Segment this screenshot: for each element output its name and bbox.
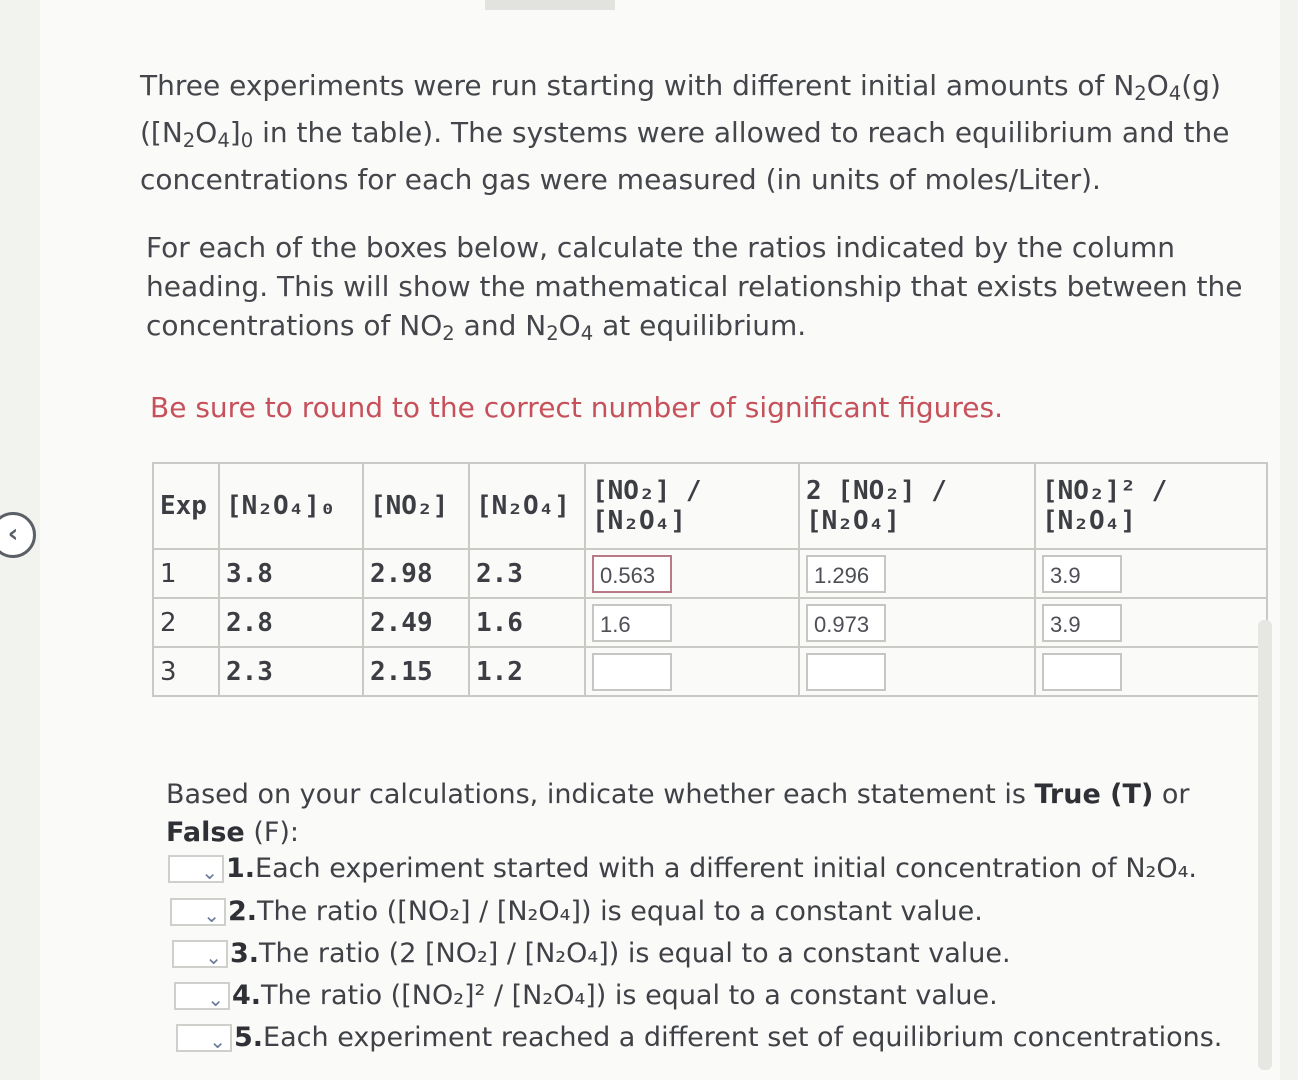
cell-exp: 2 (153, 598, 219, 647)
cell-n2o4: 1.2 (469, 647, 585, 696)
question-page (40, 0, 1280, 1080)
cell-ratio-3 (1035, 549, 1267, 598)
statement-text: The ratio (2 [NO₂] / [N₂O₄]) is equal to a constant value. (259, 938, 1011, 969)
cell-ratio-2 (799, 549, 1035, 598)
answer-input-ratio1-row3[interactable] (592, 653, 672, 691)
statement-number: 1. (226, 853, 256, 884)
tf-dropdown-3[interactable] (172, 940, 228, 968)
cell-initial-n2o4: 2.3 (219, 647, 363, 696)
statement-number: 2. (228, 896, 258, 927)
statement-4 (174, 977, 998, 1015)
statement-number: 4. (232, 980, 262, 1011)
chevron-down-icon: ⌄ (203, 903, 220, 927)
cell-exp: 1 (153, 549, 219, 598)
header-ratio-3: [NO₂]² / [N₂O₄] (1035, 463, 1267, 549)
header-exp: Exp (153, 463, 219, 549)
sig-fig-warning: Be sure to round to the correct number of significant figures. (150, 391, 1004, 424)
answer-input-ratio1-row2[interactable]: 1.6 (592, 604, 672, 642)
scrollbar[interactable] (1258, 620, 1272, 1070)
table-row (153, 549, 1267, 598)
statement-number: 5. (234, 1022, 264, 1053)
cell-no2: 2.98 (363, 549, 469, 598)
cell-n2o4: 2.3 (469, 549, 585, 598)
statement-5 (176, 1019, 1222, 1057)
intro-paragraph-2: For each of the boxes below, calculate the ratios indicated by the column heading. This will show the mathematical relationship that exists between the concentrations of $NO_2$ and $N_2O_4$ at equilibrium. (146, 231, 1243, 345)
tf-dropdown-5[interactable] (176, 1024, 232, 1052)
statement-text: The ratio ([NO₂]² / [N₂O₄]) is equal to a constant value. (261, 980, 998, 1011)
chevron-down-icon: ⌄ (209, 1029, 226, 1053)
answer-input-ratio3-row1[interactable]: 3.9 (1042, 555, 1122, 593)
cell-ratio-1 (585, 549, 799, 598)
cell-ratio-2 (799, 598, 1035, 647)
statement-number: 3. (230, 938, 260, 969)
true-false-instructions: Based on your calculations, indicate whether each statement is True (T) or False (F): (166, 779, 1190, 848)
cell-n2o4: 1.6 (469, 598, 585, 647)
cell-ratio-1 (585, 598, 799, 647)
header-n2o4: [N₂O₄] (469, 463, 585, 549)
cell-exp: 3 (153, 647, 219, 696)
header-ratio-1: [NO₂] / [N₂O₄] (585, 463, 799, 549)
cell-ratio-3 (1035, 598, 1267, 647)
answer-input-ratio1-row1[interactable]: 0.563 (592, 555, 672, 593)
tf-dropdown-1[interactable] (168, 855, 224, 883)
cell-initial-n2o4: 3.8 (219, 549, 363, 598)
answer-input-ratio2-row1[interactable]: 1.296 (806, 555, 886, 593)
answer-input-ratio2-row2[interactable]: 0.973 (806, 604, 886, 642)
header-initial-n2o4: [N₂O₄]₀ (219, 463, 363, 549)
chevron-down-icon: ⌄ (207, 987, 224, 1011)
answer-input-ratio3-row2[interactable]: 3.9 (1042, 604, 1122, 642)
statement-text: Each experiment started with a different initial concentration of N₂O₄. (255, 853, 1198, 884)
cell-ratio-1 (585, 647, 799, 696)
table-header-row (153, 463, 1267, 549)
table-row (153, 647, 1267, 696)
intro-paragraph-1: Three experiments were run starting with different initial amounts of $N_2O_4(g)$ ($[N_2O_4]_0$ in the table). The systems were allowed to reach equilibrium and the concentrations for each gas were measured (in units of moles/Liter). (140, 69, 1230, 196)
header-ratio-2: 2 [NO₂] / [N₂O₄] (799, 463, 1035, 549)
chevron-down-icon: ⌄ (205, 945, 222, 969)
statement-1 (168, 850, 1197, 888)
equilibrium-table (152, 462, 1268, 697)
statement-text: The ratio ([NO₂] / [N₂O₄]) is equal to a constant value. (257, 896, 983, 927)
cell-no2: 2.49 (363, 598, 469, 647)
tf-dropdown-2[interactable] (170, 898, 226, 926)
cell-initial-n2o4: 2.8 (219, 598, 363, 647)
cell-no2: 2.15 (363, 647, 469, 696)
statement-text: Each experiment reached a different set of equilibrium concentrations. (263, 1022, 1223, 1053)
answer-input-ratio3-row3[interactable] (1042, 653, 1122, 691)
answer-input-ratio2-row3[interactable] (806, 653, 886, 691)
top-bar (485, 0, 615, 10)
statement-2 (170, 893, 983, 931)
header-no2: [NO₂] (363, 463, 469, 549)
cell-ratio-3 (1035, 647, 1267, 696)
statement-3 (172, 935, 1011, 973)
cell-ratio-2 (799, 647, 1035, 696)
chevron-down-icon: ⌄ (201, 860, 218, 884)
chevron-left-icon: ‹ (7, 519, 19, 549)
tf-dropdown-4[interactable] (174, 982, 230, 1010)
back-button[interactable] (0, 512, 36, 558)
table-row (153, 598, 1267, 647)
